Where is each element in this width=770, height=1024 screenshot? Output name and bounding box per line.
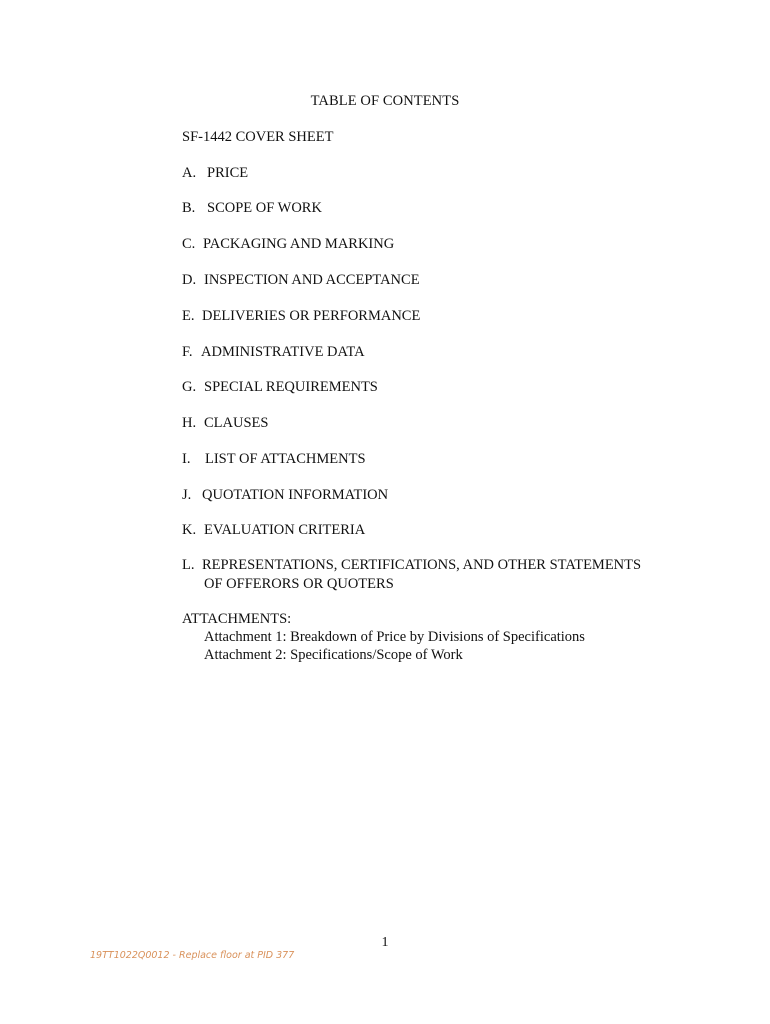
toc-entry-label-continued: OF OFFERORS OR QUOTERS: [204, 576, 394, 592]
toc-entry-letter: I.: [182, 451, 191, 467]
toc-entry-letter: L.: [182, 557, 195, 573]
toc-entry-letter: H.: [182, 415, 197, 431]
toc-entry-g: [182, 379, 378, 396]
toc-entry-i: [182, 451, 366, 468]
toc-entry-c: [182, 236, 394, 253]
toc-entry-letter: E.: [182, 308, 195, 324]
toc-entry-label: PACKAGING AND MARKING: [203, 236, 395, 252]
toc-entry-letter: B.: [182, 200, 196, 216]
page-number: 1: [381, 935, 389, 950]
toc-entry-label: SCOPE OF WORK: [207, 200, 322, 216]
toc-entry-letter: F.: [182, 344, 193, 360]
toc-entry-f: [182, 344, 365, 361]
footer-document-id: 19TT1022Q0012 - Replace floor at PID 377: [90, 950, 295, 961]
toc-entry-label: SPECIAL REQUIREMENTS: [204, 379, 378, 395]
toc-entry-j: [182, 487, 388, 504]
toc-title: TABLE OF CONTENTS: [310, 93, 460, 109]
toc-entry-letter: J.: [182, 487, 192, 503]
toc-entry-a: [182, 165, 248, 182]
toc-entry-letter: A.: [182, 165, 197, 181]
attachment-item: Attachment 1: Breakdown of Price by Divisions of Specifications: [204, 629, 585, 645]
toc-entry-cover-sheet: [182, 129, 333, 146]
toc-entry-letter: C.: [182, 236, 196, 252]
toc-entry-e: [182, 308, 420, 325]
toc-entry-l: [182, 557, 641, 574]
toc-entry-label: CLAUSES: [204, 415, 269, 431]
toc-entry-k: [182, 522, 365, 539]
toc-entry-label: INSPECTION AND ACCEPTANCE: [204, 272, 420, 288]
toc-entry-label: QUOTATION INFORMATION: [202, 487, 389, 503]
toc-entry-l-continued: [204, 576, 394, 593]
toc-entry-letter: D.: [182, 272, 197, 288]
toc-entry-text: SF-1442 COVER SHEET: [182, 129, 334, 145]
toc-entry-label: DELIVERIES OR PERFORMANCE: [202, 308, 421, 324]
toc-entry-label: PRICE: [207, 165, 249, 181]
toc-entry-label: ADMINISTRATIVE DATA: [201, 344, 365, 360]
attachments-heading: ATTACHMENTS:: [182, 611, 292, 627]
toc-entry-label: EVALUATION CRITERIA: [204, 522, 366, 538]
toc-entry-label: REPRESENTATIONS, CERTIFICATIONS, AND OTHER STATEMENTS: [202, 557, 642, 573]
toc-entry-letter: G.: [182, 379, 197, 395]
attachment-item: Attachment 2: Specifications/Scope of Work: [204, 647, 463, 663]
toc-entry-letter: K.: [182, 522, 197, 538]
toc-entry-d: [182, 272, 420, 289]
toc-entry-h: [182, 415, 268, 432]
toc-entry-label: LIST OF ATTACHMENTS: [205, 451, 366, 467]
toc-entry-b: [182, 200, 322, 217]
